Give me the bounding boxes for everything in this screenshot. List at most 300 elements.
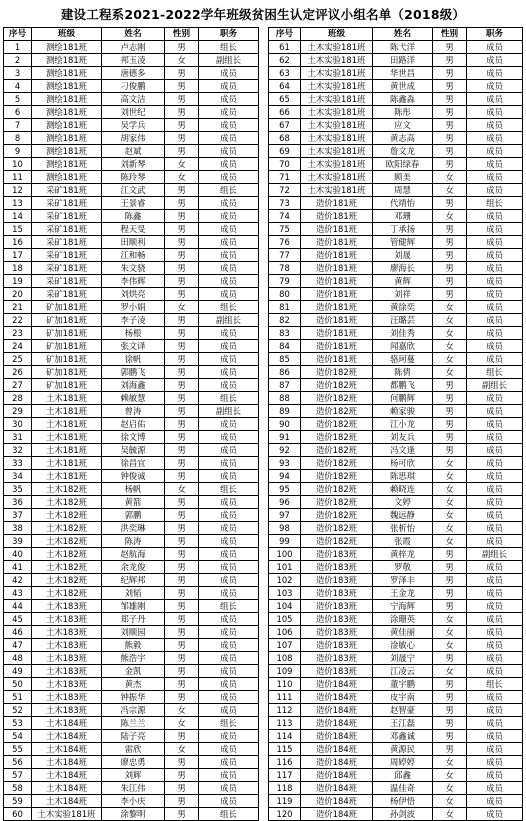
cell-name: 刘顺园: [102, 626, 165, 639]
cell-class: 土木184班: [32, 717, 102, 730]
cell-index: 40: [4, 548, 32, 561]
cell-index: 64: [269, 80, 301, 93]
cell-index: 14: [4, 210, 32, 223]
cell-gender: 男: [165, 392, 199, 405]
cell-index: 110: [269, 678, 301, 691]
cell-name: 涂黎明: [102, 808, 165, 821]
table-row: [269, 340, 523, 353]
cell-gender: 女: [433, 366, 467, 379]
cell-name: 田路洋: [373, 54, 433, 67]
table-row: [4, 522, 259, 535]
cell-role: 成员: [467, 93, 523, 106]
cell-index: 87: [269, 379, 301, 392]
cell-name: 赖晓连: [373, 483, 433, 496]
cell-name: 江小龙: [373, 418, 433, 431]
cell-class: 土木182班: [32, 483, 102, 496]
table-row: [4, 405, 259, 418]
cell-role: 成员: [467, 314, 523, 327]
table-row: [4, 41, 259, 54]
cell-role: 成员: [199, 366, 259, 379]
cell-name: 丁承扬: [373, 223, 433, 236]
cell-gender: 男: [165, 522, 199, 535]
cell-role: 成员: [467, 808, 523, 821]
header-name: 姓名: [102, 28, 165, 41]
header-class: 班级: [301, 28, 373, 41]
cell-gender: 女: [165, 171, 199, 184]
cell-name: 文婷: [373, 496, 433, 509]
table-row: [4, 249, 259, 262]
table-row: [269, 314, 523, 327]
cell-class: 土木181班: [32, 431, 102, 444]
cell-index: 42: [4, 574, 32, 587]
cell-role: 成员: [199, 236, 259, 249]
cell-role: 成员: [199, 626, 259, 639]
cell-class: 土木183班: [32, 652, 102, 665]
cell-gender: 男: [433, 743, 467, 756]
cell-role: 成员: [467, 587, 523, 600]
cell-class: 土木182班: [32, 561, 102, 574]
table-row: [4, 769, 259, 782]
cell-gender: 男: [165, 353, 199, 366]
cell-gender: 男: [433, 652, 467, 665]
cell-gender: 男: [165, 262, 199, 275]
cell-name: 周慧: [373, 184, 433, 197]
cell-name: 刘佳秀: [373, 327, 433, 340]
cell-index: 28: [4, 392, 32, 405]
table-row: [4, 223, 259, 236]
cell-gender: 男: [165, 808, 199, 821]
cell-gender: 男: [165, 756, 199, 769]
cell-gender: 女: [433, 184, 467, 197]
cell-role: 成员: [467, 327, 523, 340]
cell-gender: 男: [165, 509, 199, 522]
cell-role: 成员: [199, 652, 259, 665]
cell-name: 赵智豪: [373, 704, 433, 717]
cell-index: 36: [4, 496, 32, 509]
cell-name: 黄箭: [102, 496, 165, 509]
table-row: [4, 54, 259, 67]
cell-index: 109: [269, 665, 301, 678]
table-row: [4, 600, 259, 613]
cell-index: 3: [4, 67, 32, 80]
cell-name: 温佳奇: [373, 782, 433, 795]
cell-role: 成员: [199, 197, 259, 210]
cell-index: 78: [269, 262, 301, 275]
cell-name: 刘祥: [373, 288, 433, 301]
table-row: [269, 509, 523, 522]
table-row: [4, 171, 259, 184]
cell-name: 何鹏辉: [373, 392, 433, 405]
cell-gender: 男: [165, 288, 199, 301]
cell-role: 成员: [467, 353, 523, 366]
table-row: [269, 561, 523, 574]
cell-gender: 男: [165, 145, 199, 158]
cell-role: 成员: [467, 613, 523, 626]
cell-class: 矿加181班: [32, 353, 102, 366]
cell-role: 组长: [199, 41, 259, 54]
cell-index: 70: [269, 158, 301, 171]
cell-name: 张析怡: [373, 522, 433, 535]
cell-name: 雷欣: [102, 743, 165, 756]
table-row: [269, 587, 523, 600]
cell-class: 造价184班: [301, 769, 373, 782]
cell-class: 造价181班: [301, 327, 373, 340]
cell-class: 测绘181班: [32, 80, 102, 93]
cell-gender: 男: [165, 782, 199, 795]
cell-gender: 女: [433, 665, 467, 678]
cell-name: 刘晟宁: [373, 652, 433, 665]
cell-gender: 男: [165, 249, 199, 262]
cell-role: 成员: [467, 418, 523, 431]
cell-gender: 男: [433, 392, 467, 405]
cell-gender: 女: [433, 522, 467, 535]
cell-gender: 女: [165, 483, 199, 496]
cell-class: 土木实验181班: [301, 145, 373, 158]
cell-role: 成员: [199, 639, 259, 652]
table-row: [4, 93, 259, 106]
cell-class: 测绘181班: [32, 132, 102, 145]
cell-name: 刘晟: [373, 249, 433, 262]
cell-role: 成员: [199, 535, 259, 548]
table-row: [269, 730, 523, 743]
cell-index: 49: [4, 665, 32, 678]
cell-name: 皮宇南: [373, 691, 433, 704]
table-row: [4, 782, 259, 795]
cell-name: 詹文龙: [373, 145, 433, 158]
cell-role: 成员: [467, 522, 523, 535]
cell-index: 50: [4, 678, 32, 691]
cell-class: 造价183班: [301, 613, 373, 626]
cell-index: 54: [4, 730, 32, 743]
cell-class: 土木184班: [32, 743, 102, 756]
cell-index: 2: [4, 54, 32, 67]
cell-gender: 男: [165, 587, 199, 600]
cell-gender: 男: [165, 275, 199, 288]
table-row: [269, 639, 523, 652]
cell-index: 94: [269, 470, 301, 483]
table-row: [4, 704, 259, 717]
cell-index: 30: [4, 418, 32, 431]
table-row: [269, 444, 523, 457]
cell-role: 成员: [199, 171, 259, 184]
cell-role: 组长: [467, 366, 523, 379]
cell-index: 65: [269, 93, 301, 106]
cell-class: 土木实验181班: [301, 119, 373, 132]
cell-gender: 男: [433, 379, 467, 392]
cell-class: 造价181班: [301, 197, 373, 210]
cell-role: 成员: [199, 262, 259, 275]
cell-class: 土木实验181班: [301, 184, 373, 197]
cell-role: 成员: [199, 522, 259, 535]
cell-gender: 男: [433, 418, 467, 431]
table-row: [269, 366, 523, 379]
cell-class: 测绘181班: [32, 41, 102, 54]
cell-class: 测绘181班: [32, 106, 102, 119]
cell-gender: 男: [165, 379, 199, 392]
cell-gender: 女: [165, 743, 199, 756]
table-row: [4, 574, 259, 587]
table-row: [4, 353, 259, 366]
cell-role: 组长: [199, 808, 259, 821]
cell-index: 95: [269, 483, 301, 496]
cell-index: 7: [4, 119, 32, 132]
cell-gender: 男: [433, 106, 467, 119]
cell-name: 熊毅: [102, 639, 165, 652]
cell-index: 33: [4, 457, 32, 470]
cell-name: 李子凌: [102, 314, 165, 327]
cell-role: 成员: [199, 496, 259, 509]
cell-name: 黄徐奕: [373, 301, 433, 314]
cell-index: 61: [269, 41, 301, 54]
cell-class: 造价182班: [301, 392, 373, 405]
cell-class: 测绘181班: [32, 145, 102, 158]
cell-index: 55: [4, 743, 32, 756]
cell-gender: 男: [165, 67, 199, 80]
cell-class: 土木181班: [32, 405, 102, 418]
cell-role: 成员: [467, 301, 523, 314]
cell-name: 陆子亮: [102, 730, 165, 743]
cell-name: 杨可欣: [373, 457, 433, 470]
cell-class: 土木184班: [32, 730, 102, 743]
cell-gender: 男: [433, 80, 467, 93]
cell-class: 土木实验181班: [301, 132, 373, 145]
cell-role: 组长: [467, 678, 523, 691]
header-name: 姓名: [373, 28, 433, 41]
cell-gender: 男: [165, 626, 199, 639]
cell-gender: 男: [433, 548, 467, 561]
cell-index: 35: [4, 483, 32, 496]
cell-name: 朱江伟: [102, 782, 165, 795]
table-row: [4, 431, 259, 444]
table-row: [4, 119, 259, 132]
cell-role: 成员: [467, 119, 523, 132]
cell-class: 矿加181班: [32, 314, 102, 327]
cell-class: 造价182班: [301, 444, 373, 457]
cell-name: 江和畅: [102, 249, 165, 262]
cell-role: 成员: [467, 743, 523, 756]
cell-role: 成员: [199, 418, 259, 431]
cell-index: 39: [4, 535, 32, 548]
cell-index: 105: [269, 613, 301, 626]
cell-class: 土木182班: [32, 548, 102, 561]
cell-class: 采矿181班: [32, 262, 102, 275]
cell-index: 8: [4, 132, 32, 145]
cell-gender: 女: [433, 509, 467, 522]
cell-gender: 女: [433, 457, 467, 470]
cell-class: 造价181班: [301, 353, 373, 366]
cell-index: 25: [4, 353, 32, 366]
cell-role: 成员: [467, 704, 523, 717]
table-row: [4, 730, 259, 743]
cell-class: 造价184班: [301, 704, 373, 717]
cell-index: 102: [269, 574, 301, 587]
cell-gender: 男: [433, 444, 467, 457]
cell-role: 成员: [467, 782, 523, 795]
cell-name: 刘海鑫: [102, 379, 165, 392]
cell-gender: 女: [433, 626, 467, 639]
cell-class: 造价184班: [301, 717, 373, 730]
cell-role: 成员: [199, 704, 259, 717]
table-row: [4, 184, 259, 197]
cell-index: 67: [269, 119, 301, 132]
cell-class: 土木183班: [32, 639, 102, 652]
table-row: [4, 743, 259, 756]
cell-class: 土木181班: [32, 418, 102, 431]
table-row: [4, 379, 259, 392]
cell-gender: 女: [433, 782, 467, 795]
cell-class: 造价183班: [301, 652, 373, 665]
table-row: [269, 405, 523, 418]
table-header-row: [4, 28, 259, 41]
cell-gender: 男: [165, 457, 199, 470]
cell-role: 成员: [199, 431, 259, 444]
table-row: [4, 795, 259, 808]
table-row: [4, 288, 259, 301]
cell-class: 土木183班: [32, 691, 102, 704]
table-row: [269, 145, 523, 158]
table-row: [269, 704, 523, 717]
cell-gender: 男: [165, 184, 199, 197]
cell-role: 成员: [467, 639, 523, 652]
cell-gender: 男: [165, 106, 199, 119]
cell-class: 测绘181班: [32, 67, 102, 80]
cell-role: 组长: [199, 600, 259, 613]
cell-role: 成员: [467, 756, 523, 769]
cell-index: 23: [4, 327, 32, 340]
cell-class: 土木181班: [32, 444, 102, 457]
table-row: [269, 158, 523, 171]
cell-gender: 女: [165, 158, 199, 171]
cell-gender: 男: [433, 158, 467, 171]
cell-class: 矿加181班: [32, 379, 102, 392]
cell-index: 13: [4, 197, 32, 210]
table-row: [4, 613, 259, 626]
table-row: [4, 392, 259, 405]
table-row: [269, 106, 523, 119]
cell-name: 江凌云: [373, 665, 433, 678]
cell-gender: 女: [433, 639, 467, 652]
table-row: [269, 431, 523, 444]
cell-class: 土木184班: [32, 782, 102, 795]
cell-index: 99: [269, 535, 301, 548]
cell-gender: 男: [433, 223, 467, 236]
table-row: [4, 457, 259, 470]
table-row: [4, 145, 259, 158]
cell-gender: 男: [165, 444, 199, 457]
cell-class: 采矿181班: [32, 210, 102, 223]
table-row: [269, 288, 523, 301]
cell-gender: 男: [165, 340, 199, 353]
cell-index: 51: [4, 691, 32, 704]
cell-class: 土木实验181班: [301, 93, 373, 106]
cell-name: 张文译: [102, 340, 165, 353]
cell-name: 黄志高: [373, 132, 433, 145]
cell-class: 造价182班: [301, 509, 373, 522]
cell-role: 成员: [467, 431, 523, 444]
cell-index: 48: [4, 652, 32, 665]
cell-gender: 男: [165, 795, 199, 808]
cell-name: 刘烘亮: [102, 288, 165, 301]
cell-gender: 女: [433, 795, 467, 808]
cell-class: 造价182班: [301, 405, 373, 418]
table-row: [4, 626, 259, 639]
cell-gender: 男: [165, 80, 199, 93]
cell-index: 107: [269, 639, 301, 652]
cell-class: 土木183班: [32, 600, 102, 613]
cell-index: 44: [4, 600, 32, 613]
cell-gender: 男: [165, 574, 199, 587]
cell-name: 胡家伟: [102, 132, 165, 145]
table-row: [4, 470, 259, 483]
table-row: [269, 93, 523, 106]
table-row: [269, 392, 523, 405]
cell-gender: 男: [165, 665, 199, 678]
cell-gender: 女: [433, 301, 467, 314]
table-row: [269, 626, 523, 639]
cell-class: 造价182班: [301, 483, 373, 496]
cell-index: 114: [269, 730, 301, 743]
cell-index: 81: [269, 301, 301, 314]
cell-class: 造价181班: [301, 223, 373, 236]
cell-role: 成员: [467, 652, 523, 665]
cell-gender: 男: [433, 249, 467, 262]
table-row: [269, 54, 523, 67]
cell-name: 陈兰兰: [102, 717, 165, 730]
cell-role: 成员: [467, 132, 523, 145]
cell-name: 陈弋洋: [373, 41, 433, 54]
cell-name: 罗敬: [373, 561, 433, 574]
cell-index: 56: [4, 756, 32, 769]
cell-name: 金凯: [102, 665, 165, 678]
cell-class: 土木182班: [32, 587, 102, 600]
cell-class: 采矿181班: [32, 236, 102, 249]
cell-class: 造价181班: [301, 301, 373, 314]
cell-gender: 女: [433, 483, 467, 496]
table-row: [269, 379, 523, 392]
cell-class: 采矿181班: [32, 275, 102, 288]
cell-gender: 女: [433, 769, 467, 782]
cell-name: 骆珂蔓: [373, 353, 433, 366]
cell-class: 土木183班: [32, 613, 102, 626]
table-row: [4, 535, 259, 548]
cell-gender: 男: [433, 730, 467, 743]
cell-index: 116: [269, 756, 301, 769]
cell-index: 43: [4, 587, 32, 600]
cell-name: 黄世成: [373, 80, 433, 93]
cell-name: 淦敏心: [373, 639, 433, 652]
cell-class: 土木183班: [32, 626, 102, 639]
cell-class: 造价182班: [301, 431, 373, 444]
cell-index: 11: [4, 171, 32, 184]
cell-name: 徐昌宜: [102, 457, 165, 470]
cell-index: 27: [4, 379, 32, 392]
cell-class: 矿加181班: [32, 327, 102, 340]
cell-class: 造价182班: [301, 522, 373, 535]
table-row: [4, 210, 259, 223]
cell-name: 钟俊诚: [102, 470, 165, 483]
cell-index: 9: [4, 145, 32, 158]
cell-class: 造价183班: [301, 600, 373, 613]
cell-class: 造价184班: [301, 782, 373, 795]
cell-gender: 男: [165, 769, 199, 782]
cell-role: 成员: [199, 756, 259, 769]
cell-index: 62: [269, 54, 301, 67]
table-row: [269, 717, 523, 730]
table-row: [4, 418, 259, 431]
cell-role: 成员: [467, 769, 523, 782]
cell-name: 高文洁: [102, 93, 165, 106]
cell-role: 成员: [199, 470, 259, 483]
